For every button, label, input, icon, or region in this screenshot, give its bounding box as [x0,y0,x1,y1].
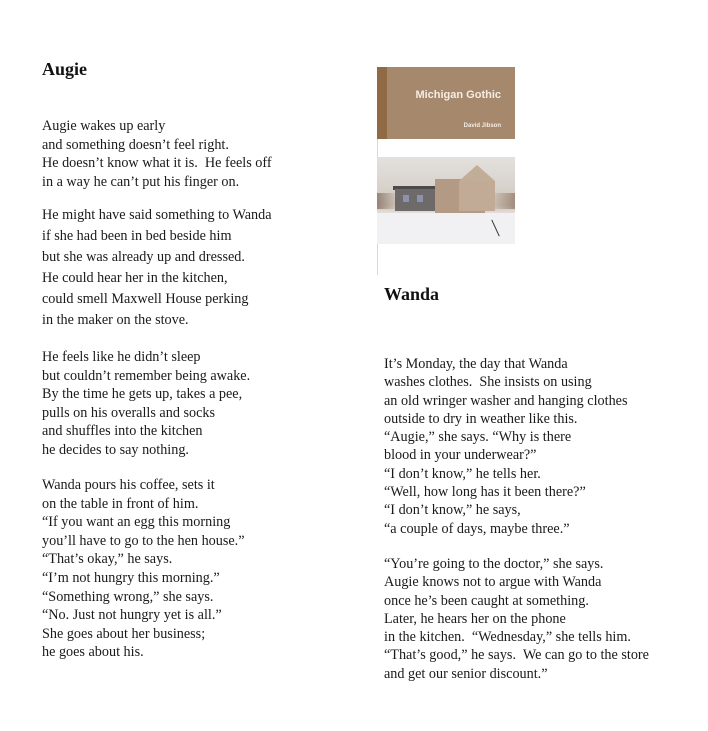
poem-line: He feels like he didn’t sleep [42,349,201,365]
barn-roof [459,165,495,181]
poem-line: once he’s been caught at something. [384,592,589,609]
poem-line: but she was already up and dressed. [42,249,245,265]
wanda-stanza-1 [384,355,627,538]
poem-line: Wanda pours his coffee, sets it [42,477,215,493]
poem-line: It’s Monday, the day that Wanda [384,356,568,372]
poem-line: in a way he can’t put his finger on. [42,173,240,190]
poem-line: he decides to say nothing. [42,441,189,458]
poem-line: “No. Just not hungry yet is all.” [42,607,222,624]
book-author: David Jibson [463,123,501,129]
poem-line: pulls on his overalls and socks [42,404,215,421]
poem-line: Later, he hears her on the phone [384,610,566,627]
augie-stanza-3 [42,348,250,460]
poem-line: on the table in front of him. [42,495,199,512]
book-cover-image [377,67,515,275]
poem-line: an old wringer washer and hanging clothes [384,392,628,409]
barn-gable [459,181,495,211]
wanda-stanza-2 [384,555,649,683]
poem-line: and something doesn’t feel right. [42,136,229,153]
poem-line: “That’s good,” he says. We can go to the store [384,647,649,664]
poem-line: washes clothes. She insists on using [384,374,592,391]
poem-title-wanda: Wanda [384,284,440,304]
poem-line: “That’s okay,” he says. [42,551,173,568]
poem-line: Augie knows not to argue with Wanda [384,574,602,591]
poem-line: you’ll have to go to the hen house.” [42,532,245,549]
augie-stanza-1 [42,117,272,191]
window [403,195,409,202]
shed [395,189,435,211]
window [417,195,423,202]
poem-line: She goes about her business; [42,625,206,642]
poem-line: and shuffles into the kitchen [42,423,203,440]
poem-line: in the maker on the stove. [42,312,189,328]
book-title: Michigan Gothic [415,89,501,101]
poem-line: “I don’t know,” he tells her. [384,465,541,482]
poem-line: if she had been in bed beside him [42,228,232,244]
poem-line: he goes about his. [42,644,144,661]
augie-stanza-2 [42,205,272,331]
poem-line: He might have said something to Wanda [42,207,272,223]
poem-line: outside to dry in weather like this. [384,410,578,427]
poem-line: He could hear her in the kitchen, [42,270,228,286]
poem-line: “I don’t know,” he says, [384,502,521,519]
poem-line: “Something wrong,” she says. [42,588,214,605]
cover-spine [377,67,387,139]
poem-line: “a couple of days, maybe three.” [384,520,570,537]
poem-line: “Augie,” she says. “Why is there [384,429,572,446]
poem-line: He doesn’t know what it is. He feels off [42,155,272,172]
poem-line: Augie wakes up early [42,118,166,134]
poem-line: “Well, how long has it been there?” [384,484,586,501]
barn-painting-image [377,157,515,244]
poem-title-augie: Augie [42,59,87,79]
poem-line: and get our senior discount.” [384,665,548,682]
poem-line: “I’m not hungry this morning.” [42,569,220,586]
poem-line: but couldn’t remember being awake. [42,367,251,384]
augie-stanza-4 [42,476,245,662]
poem-line: in the kitchen. “Wednesday,” she tells him. [384,629,631,646]
poem-line: “You’re going to the doctor,” she says. [384,556,604,572]
poem-line: blood in your underwear?” [384,447,537,464]
poem-line: could smell Maxwell House perking [42,291,249,307]
poem-line: “If you want an egg this morning [42,514,231,531]
poem-line: By the time he gets up, takes a pee, [42,386,243,403]
cover-title-band [377,67,515,139]
